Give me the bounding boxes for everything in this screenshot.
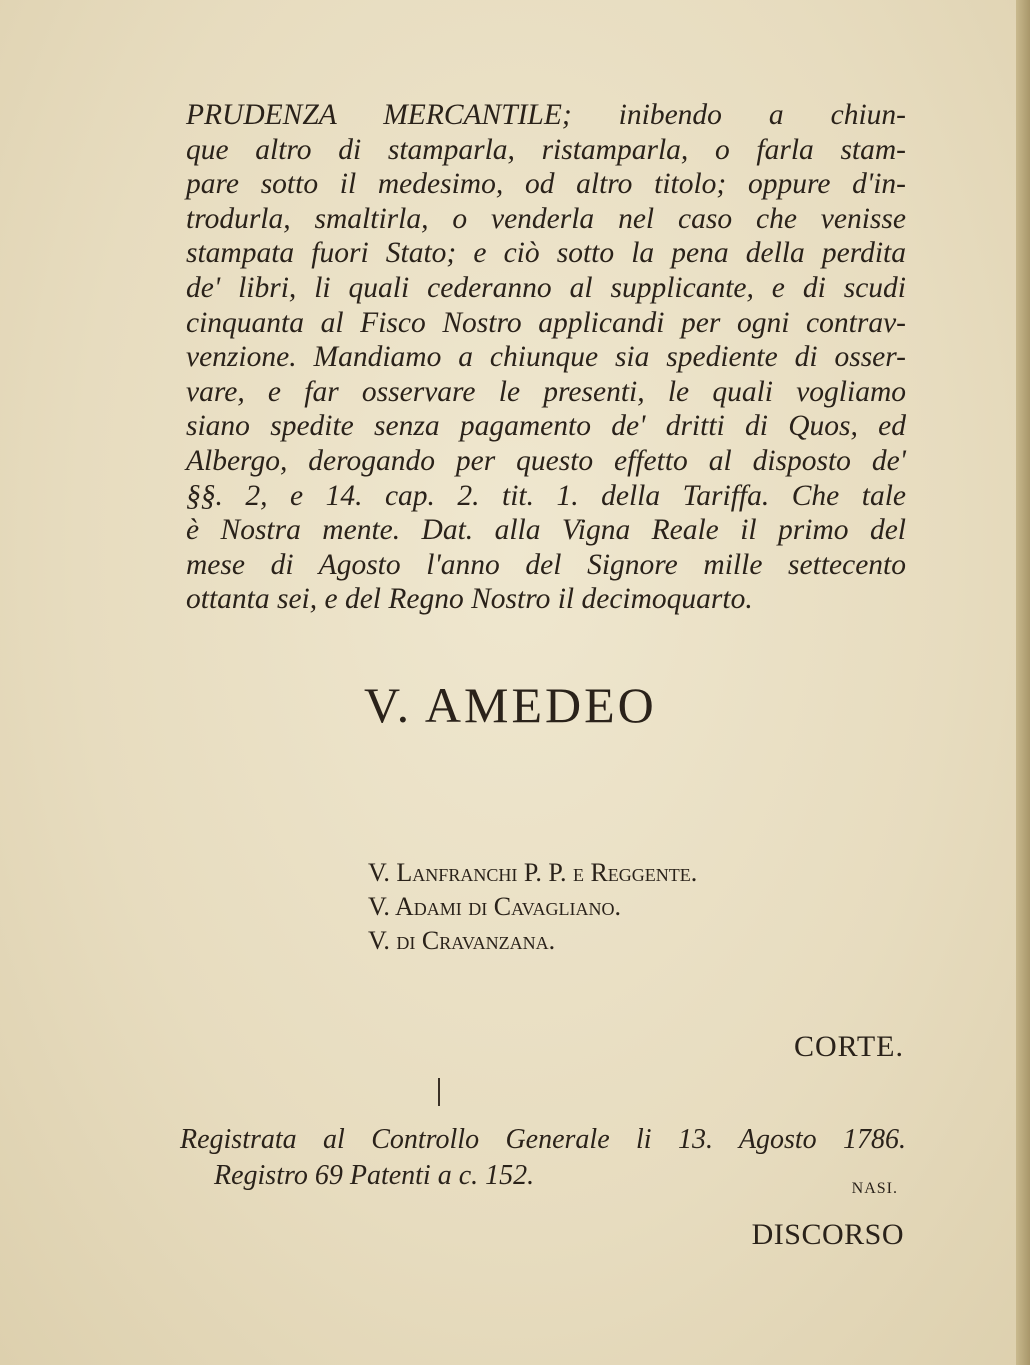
body-line: venzione. Mandiamo a chiunque sia spediente di osser- <box>186 341 906 374</box>
body-line: è Nostra mente. Dat. alla Vigna Reale il primo del <box>186 514 906 547</box>
body-line: stampata fuori Stato; e ciò sotto la pena della perdita <box>186 237 906 270</box>
body-line: siano spedite senza pagamento de' dritti di Quos, ed <box>186 410 906 443</box>
body-line: pare sotto il medesimo, od altro titolo; oppure d'in- <box>186 168 906 201</box>
registration-line: Registro 69 Patenti a c. 152. <box>214 1160 535 1191</box>
body-line: §§. 2, e 14. cap. 2. tit. 1. della Tariffa. Che tale <box>186 479 906 512</box>
body-line: cinquanta al Fisco Nostro applicandi per ogni contrav- <box>186 306 906 339</box>
royal-signature: V. AMEDEO <box>364 677 657 733</box>
page-edge <box>1016 0 1030 1365</box>
countersign-line: V. Adami di Cavagliano. <box>368 892 621 921</box>
registration-line: Registrata al Controllo Generale li 13. Agosto 1786. <box>180 1124 906 1155</box>
body-paragraph <box>186 98 906 617</box>
body-line: PRUDENZA MERCANTILE; inibendo a chiun- <box>186 99 906 131</box>
body-line: mese di Agosto l'anno del Signore mille settecento <box>186 548 906 581</box>
body-line: que altro di stamparla, ristamparla, o farla stam- <box>186 133 906 166</box>
countersignatures <box>368 856 888 958</box>
corte-label: CORTE. <box>793 1030 904 1063</box>
countersign-line: V. Lanfranchi P. P. e Reggente. <box>368 858 698 887</box>
ink-mark <box>438 1078 440 1106</box>
body-line: ottanta sei, e del Regno Nostro il decimoquarto. <box>186 583 753 616</box>
body-line: vare, e far osservare le presenti, le quali vogliamo <box>186 375 906 408</box>
countersign-line: V. di Cravanzana. <box>368 926 556 955</box>
body-line: trodurla, smaltirla, o venderla nel caso che venisse <box>186 202 906 235</box>
body-line: Albergo, derogando per questo effetto al disposto de' <box>186 444 906 477</box>
registrar-name: NASI. <box>851 1180 898 1197</box>
registration-note <box>180 1122 906 1194</box>
body-line: de' libri, li quali cederanno al supplicante, e di scudi <box>186 271 906 304</box>
catchword: DISCORSO <box>751 1218 904 1251</box>
